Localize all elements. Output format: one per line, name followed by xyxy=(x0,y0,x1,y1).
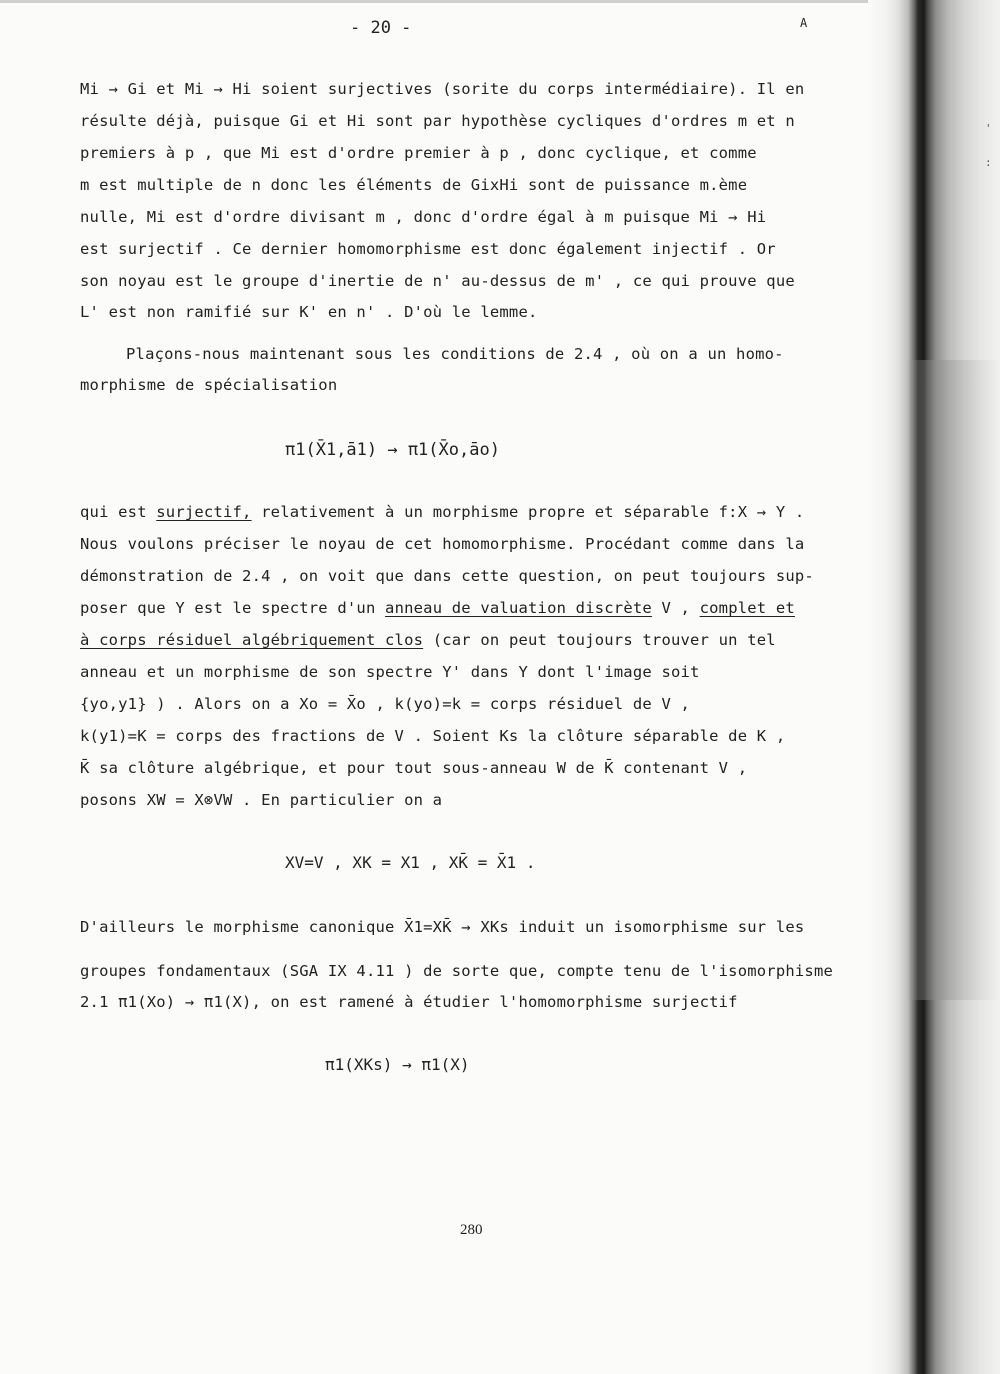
paragraph-3-line-2: Nous voulons préciser le noyau de cet homomorphisme. Procédant comme dans la xyxy=(80,535,805,553)
header-corner-mark: A xyxy=(800,16,808,30)
margin-mark: ' xyxy=(985,122,992,135)
paragraph-3-line-5: à corps résiduel algébriquement clos (car on peut toujours trouver un tel xyxy=(80,631,776,649)
paragraph-4-line-2: groupes fondamentaux (SGA IX 4.11 ) de sorte que, compte tenu de l'isomorphisme xyxy=(80,962,834,980)
paragraph-1-line-7: son noyau est le groupe d'inertie de n' au-dessus de m' , ce qui prouve que xyxy=(80,272,795,290)
binding-shadow-highlight xyxy=(905,360,1000,1000)
fundamental-group-equation: π1(XKs) → π1(X) xyxy=(325,1055,470,1074)
margin-mark: : xyxy=(985,156,992,169)
page-number: 280 xyxy=(460,1222,483,1238)
paragraph-3-line-1: qui est surjectif, relativement à un morphisme propre et séparable f:X → Y . xyxy=(80,503,805,521)
scan-top-border xyxy=(0,0,1000,3)
specialization-homomorphism-equation: π1(X̄1,ā1) → π1(X̄o,āo) xyxy=(285,440,500,460)
paragraph-1-line-3: premiers à p , que Mi est d'ordre premier à p , donc cyclique, et comme xyxy=(80,144,757,162)
paragraph-3-line-7: {yo,y1} ) . Alors on a Xo = X̄o , k(yo)=k = corps résiduel de V , xyxy=(80,695,691,713)
paragraph-3-line-8: k(y1)=K = corps des fractions de V . Soient Ks la clôture séparable de K , xyxy=(80,727,786,745)
paragraph-1-line-5: nulle, Mi est d'ordre divisant m , donc d'ordre égal à m puisque Mi → Hi xyxy=(80,208,767,226)
paragraph-2-line-1: Plaçons-nous maintenant sous les conditions de 2.4 , où on a un homo- xyxy=(126,345,784,363)
paragraph-1-line-6: est surjectif . Ce dernier homomorphisme est donc également injectif . Or xyxy=(80,240,776,258)
paragraph-3-line-3: démonstration de 2.4 , on voit que dans cette question, on peut toujours sup- xyxy=(80,567,814,585)
paragraph-1-line-1: Mi → Gi et Mi → Hi soient surjectives (sorite du corps intermédiaire). Il en xyxy=(80,80,805,98)
paragraph-3-line-6: anneau et un morphisme de son spectre Y' dans Y dont l'image soit xyxy=(80,663,700,681)
paragraph-1-line-4: m est multiple de n donc les éléments de GixHi sont de puissance m.ème xyxy=(80,176,748,194)
paragraph-1-line-8: L' est non ramifié sur K' en n' . D'où le lemme. xyxy=(80,303,538,321)
header-page-marker: - 20 - xyxy=(350,18,412,38)
base-change-equation: XV=V , XK = X1 , XK̄ = X̄1 . xyxy=(285,853,536,872)
paragraph-4-line-3: 2.1 π1(Xo) → π1(X), on est ramené à étudier l'homomorphisme surjectif xyxy=(80,993,738,1011)
paragraph-3-line-4: poser que Y est le spectre d'un anneau de valuation discrète V , complet et xyxy=(80,599,795,617)
paragraph-2-line-2: morphisme de spécialisation xyxy=(80,376,338,394)
paragraph-3-line-10: posons XW = X⊗VW . En particulier on a xyxy=(80,791,443,809)
paragraph-1-line-2: résulte déjà, puisque Gi et Hi sont par hypothèse cycliques d'ordres m et n xyxy=(80,112,795,130)
paragraph-3-line-9: K̄ sa clôture algébrique, et pour tout sous-anneau W de K̄ contenant V , xyxy=(80,759,748,777)
paragraph-4-line-1: D'ailleurs le morphisme canonique X̄1=XK̄ → XKs induit un isomorphisme sur les xyxy=(80,918,805,936)
